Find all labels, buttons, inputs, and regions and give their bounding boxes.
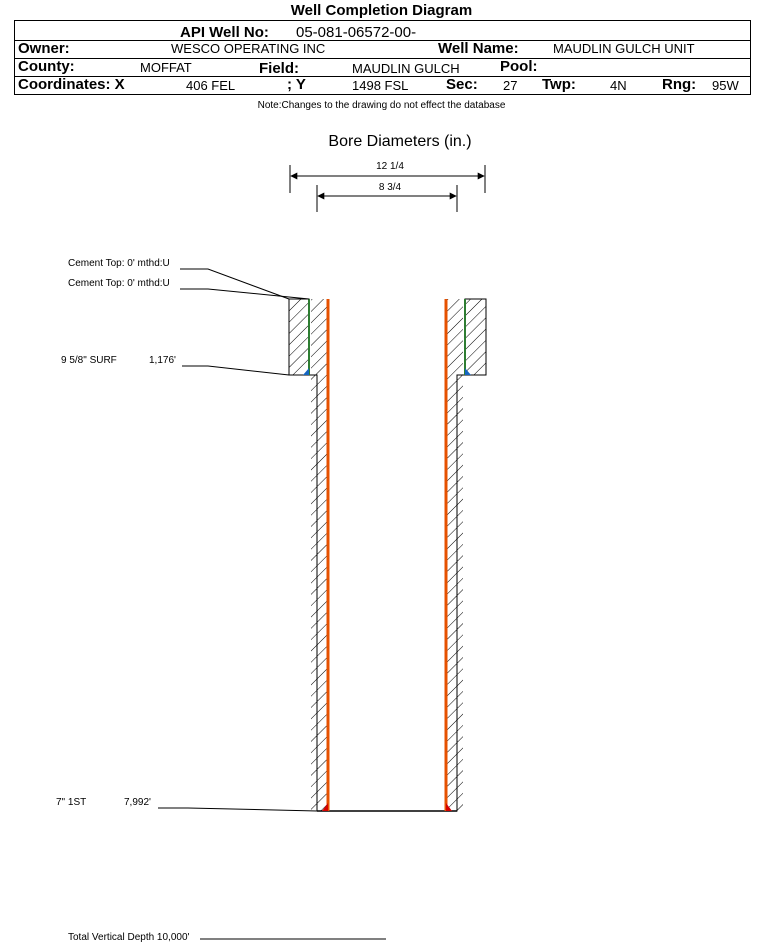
surface-cement-left — [289, 299, 309, 375]
surface-casing-leader — [182, 366, 289, 375]
production-casing-depth-label: 7,992' — [124, 797, 151, 808]
well-name-value: MAUDLIN GULCH UNIT — [553, 41, 695, 56]
owner-value: WESCO OPERATING INC — [171, 41, 326, 56]
production-cement-right — [446, 299, 463, 811]
owner-label: Owner: — [18, 40, 70, 57]
well-name-label: Well Name: — [438, 40, 519, 57]
county-label: County: — [18, 58, 75, 75]
county-value: MOFFAT — [140, 60, 192, 75]
bore-dimension-12-25 — [290, 165, 485, 193]
bore-diameter-1-label: 12 1/4 — [376, 161, 404, 172]
diagram-title: Well Completion Diagram — [290, 2, 473, 19]
production-casing-size-label: 7" 1ST — [56, 797, 87, 808]
production-casing-leader — [158, 808, 317, 811]
field-value: MAUDLIN GULCH — [352, 61, 460, 76]
twp-label: Twp: — [542, 76, 576, 93]
surface-cement-right — [465, 299, 486, 375]
coord-x-value: 406 FEL — [186, 78, 236, 93]
rng-value: 95W — [712, 78, 739, 93]
tvd-label: Total Vertical Depth 10,000' — [68, 932, 190, 943]
coord-y-value: 1498 FSL — [352, 78, 409, 93]
surface-casing-depth-label: 1,176' — [149, 355, 176, 366]
api-value: 05-081-06572-00- — [296, 24, 417, 41]
twp-value: 4N — [610, 78, 627, 93]
surface-casing-size-label: 9 5/8" SURF — [61, 355, 117, 366]
coord-x-label: Coordinates: X — [18, 76, 125, 93]
field-label: Field: — [259, 60, 299, 77]
rng-label: Rng: — [662, 76, 697, 93]
cement-top-label-1: Cement Top: 0' mthd:U — [68, 258, 170, 269]
cement-top-leader-1 — [180, 269, 289, 299]
sec-label: Sec: — [446, 76, 478, 93]
bore-diameters-title: Bore Diameters (in.) — [328, 133, 472, 150]
bore-diameter-2-label: 8 3/4 — [378, 182, 402, 193]
api-label: API Well No: — [180, 24, 269, 41]
sec-value: 27 — [503, 78, 518, 93]
coord-y-label: ; Y — [287, 76, 306, 93]
bore-dimension-8-75 — [317, 185, 457, 212]
production-cement-left — [311, 299, 328, 811]
cement-top-leader-2 — [180, 289, 309, 299]
cement-top-label-2: Cement Top: 0' mthd:U — [68, 278, 170, 289]
note-text: Note:Changes to the drawing do not effect the database — [257, 100, 506, 111]
pool-label: Pool: — [500, 58, 538, 75]
